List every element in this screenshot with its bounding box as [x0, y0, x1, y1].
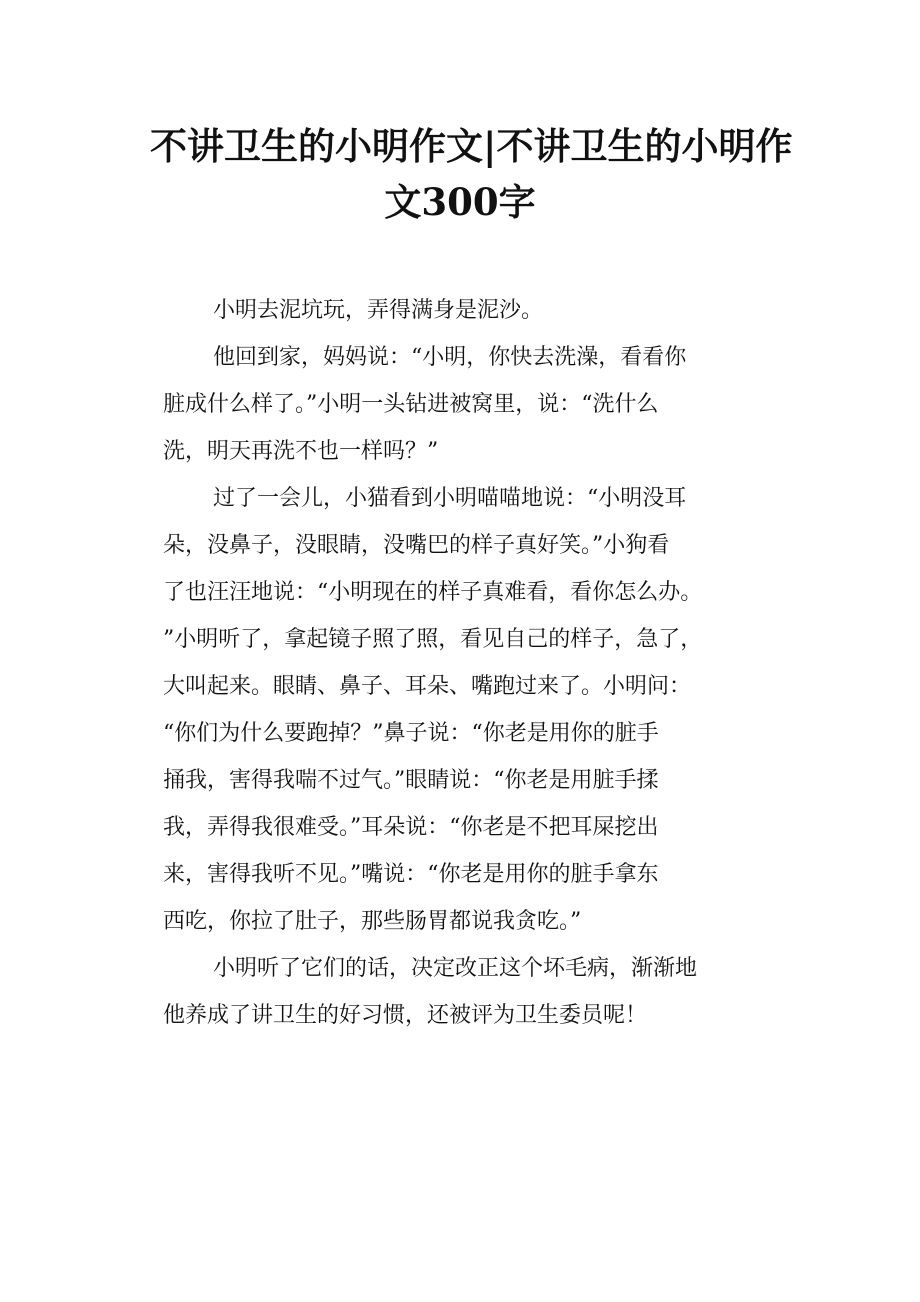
paragraph-line: 朵，没鼻子，没眼睛，没嘴巴的样子真好笑。”小狗看 [163, 533, 670, 558]
paragraph-line: 他回到家，妈妈说：“小明，你快去洗澡，看看你 [213, 345, 687, 370]
paragraph-line: 西吃，你拉了肚子，那些肠胃都说我贪吃。” [163, 909, 582, 934]
title-line: 不讲卫生的小明作文|不讲卫生的小明作 [150, 124, 793, 168]
paragraph-line: 捅我，害得我喘不过气。”眼睛说：“你老是用脏手揉 [163, 768, 659, 793]
document-title [150, 118, 793, 230]
paragraph-line: “你们为什么要跑掉？”鼻子说：“你老是用你的脏手 [163, 721, 659, 746]
paragraph-line: 小明去泥坑玩，弄得满身是泥沙。 [213, 298, 544, 323]
paragraph-line: 了也汪汪地说：“小明现在的样子真难看，看你怎么办。 [163, 580, 703, 605]
paragraph [163, 287, 783, 334]
paragraph [163, 334, 783, 475]
paragraph-line: 来，害得我听不见。”嘴说：“你老是用你的脏手拿东 [163, 862, 659, 887]
paragraph-line: 小明听了它们的话，决定改正这个坏毛病，渐渐地 [213, 956, 698, 981]
title-line: 文300字 [384, 180, 536, 224]
paragraph-line: 脏成什么样了。”小明一头钻进被窝里，说：“洗什么 [163, 392, 659, 417]
paragraph [163, 945, 783, 1039]
essay-body [163, 287, 783, 1039]
paragraph-line: 他养成了讲卫生的好习惯，还被评为卫生委员呢！ [163, 1003, 648, 1028]
paragraph-line: 大叫起来。眼睛、鼻子、耳朵、嘴跑过来了。小明问： [163, 674, 692, 699]
paragraph-line: ”小明听了，拿起镜子照了照，看见自己的样子，急了， [163, 627, 703, 652]
paragraph-line: 过了一会儿，小猫看到小明喵喵地说：“小明没耳 [213, 486, 687, 511]
paragraph-line: 洗，明天再洗不也一样吗？” [163, 439, 439, 464]
paragraph [163, 475, 783, 945]
paragraph-line: 我，弄得我很难受。”耳朵说：“你老是不把耳屎挖出 [163, 815, 659, 840]
